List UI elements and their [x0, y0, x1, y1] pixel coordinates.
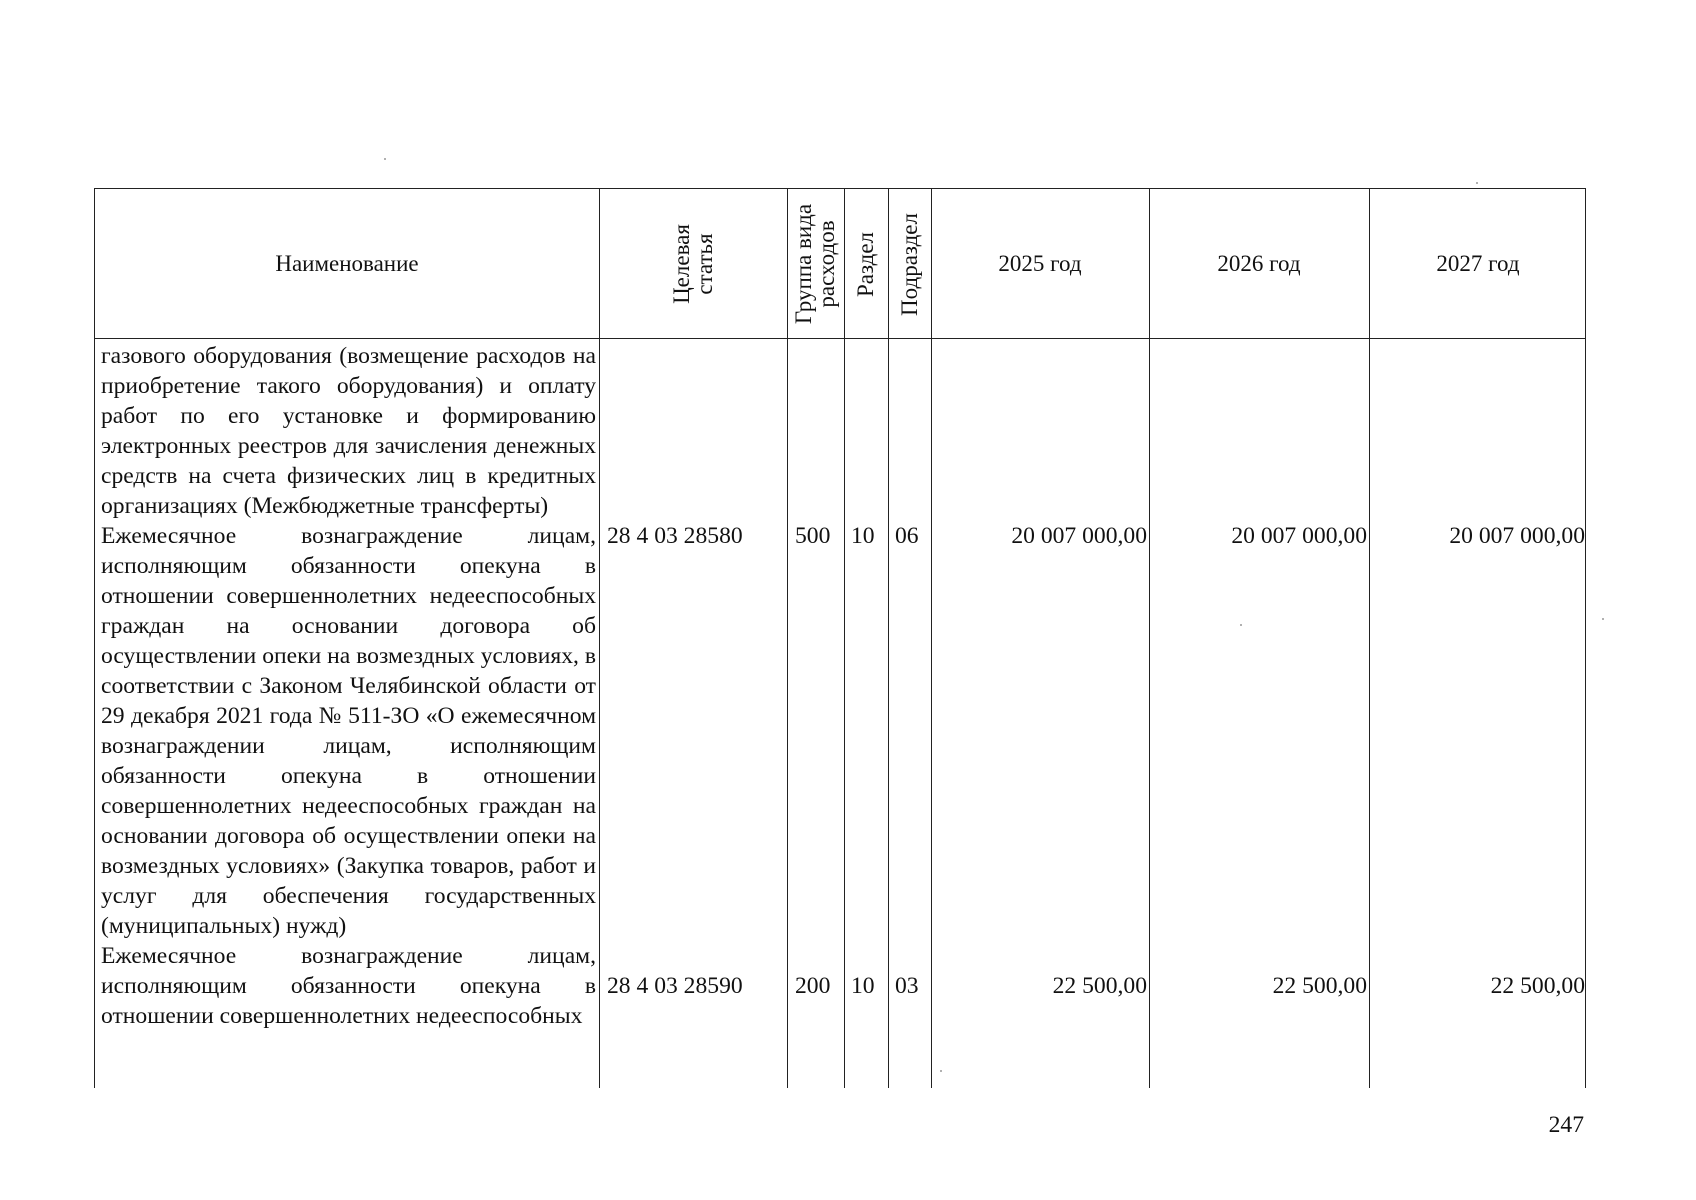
header-section [844, 189, 888, 339]
header-expense-group [787, 189, 844, 339]
header-section-label: Раздел [853, 231, 879, 297]
header-expense-group-line1: Группа вида [791, 203, 817, 325]
scan-speck [1240, 624, 1242, 626]
header-year-2025-label: 2025 год [998, 251, 1082, 276]
row-1-expense-group: 500 [795, 523, 831, 549]
row-3-name: Ежемесячное вознаграждение лицам, исполняющим обязанности опекуна в отношении совершеннолетних недееспособных [101, 943, 596, 1029]
row-2-year-2025: 22 500,00 [1052, 973, 1147, 999]
header-target-article-line1: Целевая [668, 224, 694, 304]
header-expense-group-line2: расходов [814, 220, 840, 308]
scan-speck [1602, 618, 1604, 620]
name-column-text [101, 341, 596, 1031]
row-1-year-2026: 20 007 000,00 [1231, 523, 1367, 549]
row-2-section: 10 [851, 973, 875, 999]
header-year-2026-label: 2026 год [1217, 251, 1301, 276]
row-2-name: Ежемесячное вознаграждение лицам, исполняющим обязанности опекуна в отношении совершеннолетних недееспособных граждан на основании договора об осуществлении опеки на возмездных условиях, в соответствии с Законом Челябинской области от 29 декабря 2021 года № 511-ЗО «О ежемесячном вознаграждении лицам, исполняющим обязанности опекуна в отношении совершеннолетних недееспособных граждан на основании договора об осуществлении опеки на возмездных условиях» (Закупка товаров, работ и услуг для обеспечения государственных (муниципальных) нужд) [101, 523, 596, 939]
row-1-subsection: 06 [895, 523, 919, 549]
header-subsection [888, 189, 931, 339]
row-1-target-article: 28 4 03 28580 [607, 523, 743, 549]
header-year-2027-label: 2027 год [1436, 251, 1520, 276]
row-2-year-2027: 22 500,00 [1490, 973, 1585, 999]
row-2-target-article: 28 4 03 28590 [607, 973, 743, 999]
row-1-year-2027: 20 007 000,00 [1449, 523, 1585, 549]
header-target-article [599, 189, 787, 339]
row-1-section: 10 [851, 523, 875, 549]
header-name-label: Наименование [275, 251, 419, 276]
row-1-name: газового оборудования (возмещение расходов на приобретение такого оборудования) и оплату работ по его установке и формированию электронных реестров для зачисления денежных средств на счета физических лиц в кредитных организациях (Межбюджетные трансферты) [101, 343, 596, 519]
header-subsection-label: Подраздел [897, 212, 923, 316]
header-name [95, 189, 599, 339]
row-1-year-2025: 20 007 000,00 [1011, 523, 1147, 549]
header-year-2025 [931, 189, 1149, 339]
scan-speck [1476, 182, 1478, 184]
row-2-year-2026: 22 500,00 [1272, 973, 1367, 999]
row-2-subsection: 03 [895, 973, 919, 999]
header-target-article-line2: статья [691, 233, 717, 295]
row-2-expense-group: 200 [795, 973, 831, 999]
header-year-2027 [1369, 189, 1587, 339]
header-year-2026 [1149, 189, 1369, 339]
scan-speck [384, 158, 386, 160]
budget-table [94, 188, 1586, 1088]
scan-speck [940, 1070, 942, 1072]
page-number: 247 [1548, 1112, 1584, 1138]
